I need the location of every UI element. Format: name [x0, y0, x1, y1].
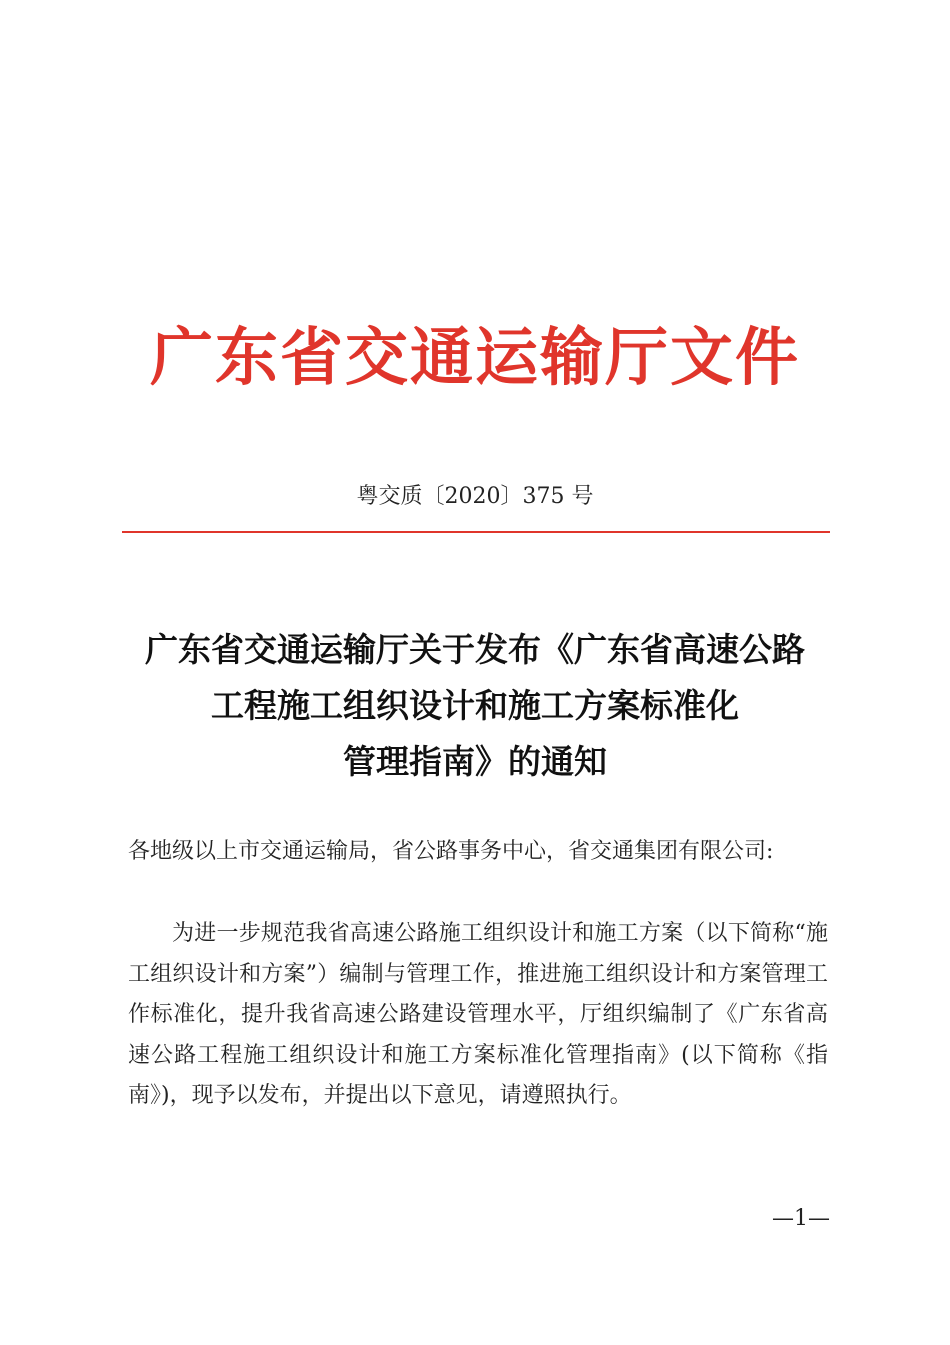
- salutation: 各地级以上市交通运输局，省公路事务中心，省交通集团有限公司:: [128, 839, 774, 864]
- page-number: —1—: [772, 1206, 830, 1231]
- notice-title-line-2: 工程施工组织设计和施工方案标准化: [211, 686, 739, 725]
- masthead-title: 广东省交通运输厅文件: [150, 321, 800, 394]
- notice-title-line-3: 管理指南》的通知: [343, 742, 607, 781]
- notice-title-line-1: 广东省交通运输厅关于发布《广东省高速公路: [145, 630, 805, 669]
- document-number: 粤交质〔2020〕375 号: [356, 484, 594, 509]
- red-divider-line: [122, 531, 830, 533]
- body-paragraph: 为进一步规范我省高速公路施工组织设计和施工方案（以下简称“施工组织设计和方案”）编制与管理工作，推进施工组织设计和方案管理工作标准化，提升我省高速公路建设管理水平，厅组织编制了《广东省高速公路工程施工组织设计和施工方案标准化管理指南》(以下简称《指南》)，现予以发布，并提出以下意见，请遵照执行。: [128, 921, 828, 1108]
- notice-title: [110, 622, 840, 790]
